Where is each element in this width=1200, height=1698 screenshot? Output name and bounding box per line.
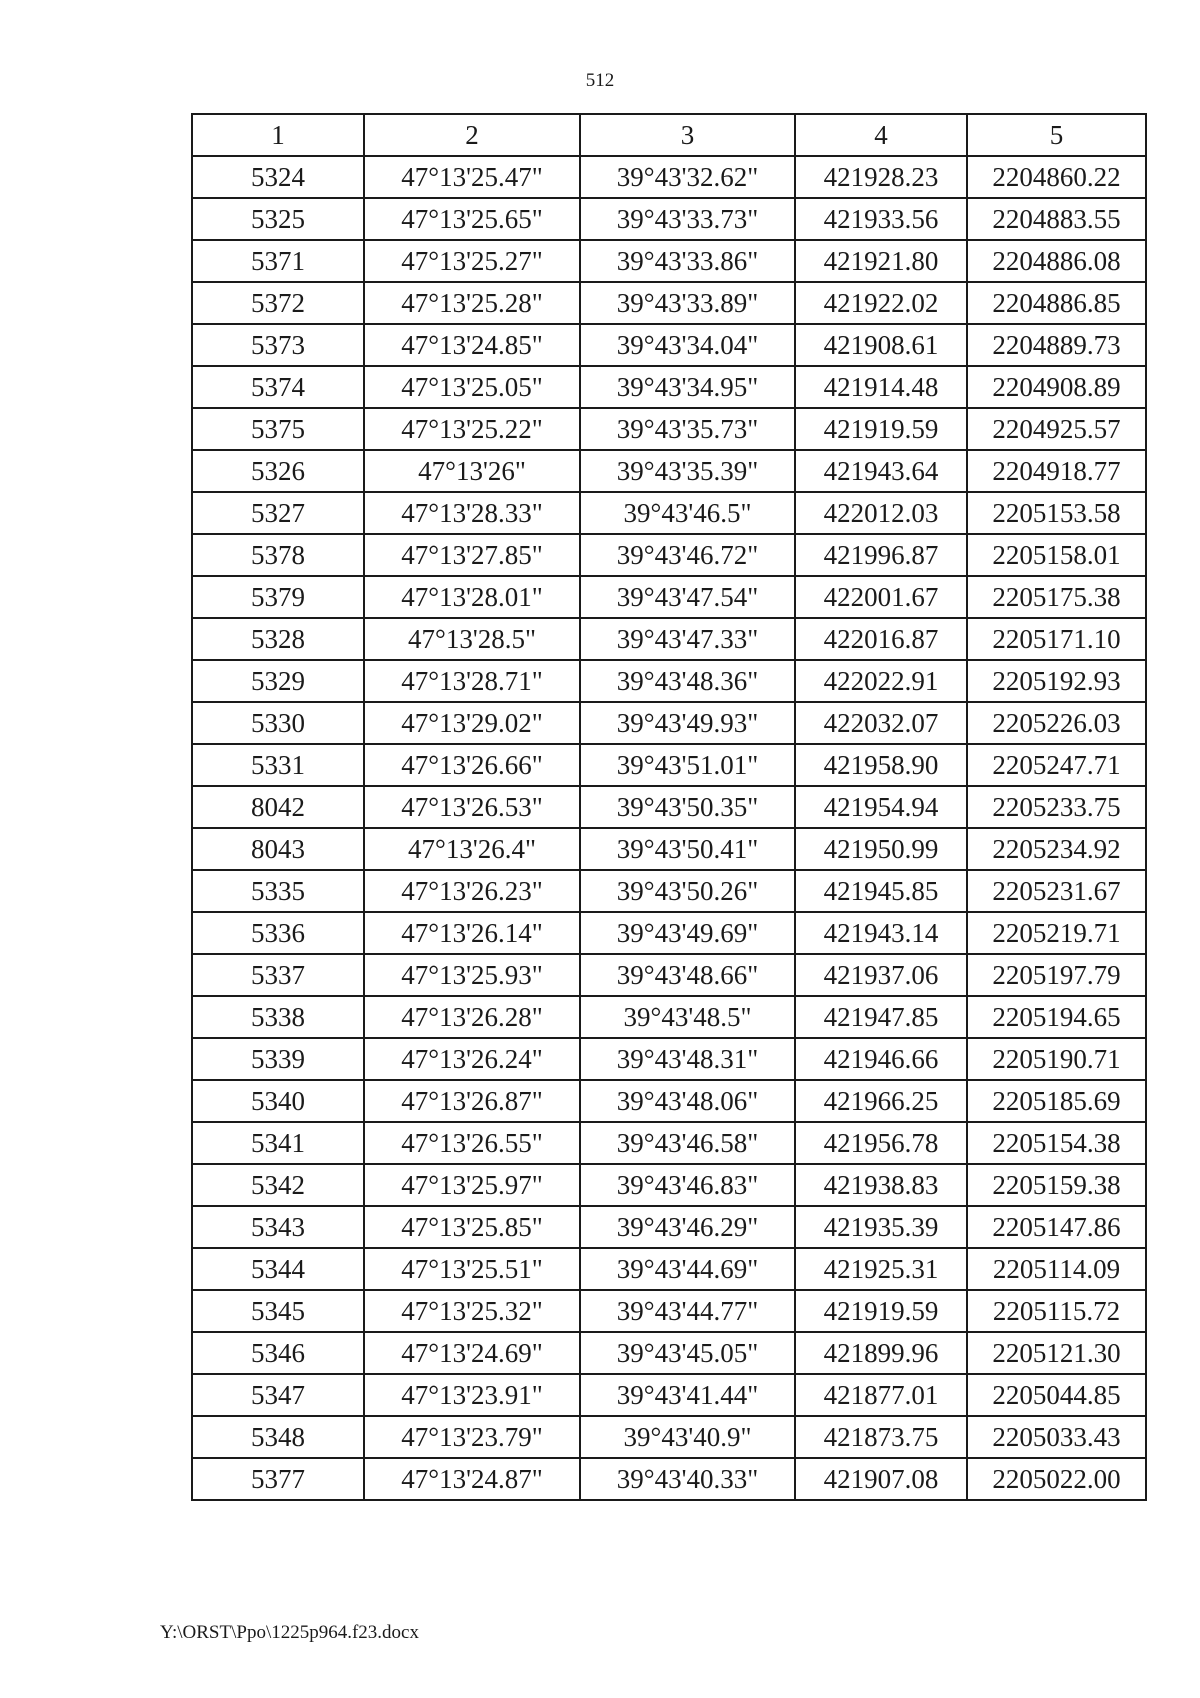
- y-coordinate-cell: 2205233.75: [967, 786, 1146, 828]
- latitude-cell: 47°13'25.65": [364, 198, 580, 240]
- point-number-cell: 5325: [192, 198, 364, 240]
- table-row: [192, 492, 1146, 534]
- y-coordinate-cell: 2205194.65: [967, 996, 1146, 1038]
- y-coordinate-cell: 2204886.08: [967, 240, 1146, 282]
- x-coordinate-cell: 421921.80: [795, 240, 967, 282]
- table-row: [192, 408, 1146, 450]
- latitude-cell: 47°13'25.93": [364, 954, 580, 996]
- point-number-cell: 5338: [192, 996, 364, 1038]
- table-row: [192, 1206, 1146, 1248]
- point-number-cell: 8043: [192, 828, 364, 870]
- longitude-cell: 39°43'35.73": [580, 408, 795, 450]
- longitude-cell: 39°43'50.35": [580, 786, 795, 828]
- latitude-cell: 47°13'25.22": [364, 408, 580, 450]
- table-row: [192, 1164, 1146, 1206]
- longitude-cell: 39°43'40.9": [580, 1416, 795, 1458]
- latitude-cell: 47°13'25.05": [364, 366, 580, 408]
- table-row: [192, 954, 1146, 996]
- latitude-cell: 47°13'27.85": [364, 534, 580, 576]
- x-coordinate-cell: 421922.02: [795, 282, 967, 324]
- point-number-cell: 5328: [192, 618, 364, 660]
- y-coordinate-cell: 2205158.01: [967, 534, 1146, 576]
- y-coordinate-cell: 2205022.00: [967, 1458, 1146, 1500]
- latitude-cell: 47°13'24.87": [364, 1458, 580, 1500]
- longitude-cell: 39°43'34.04": [580, 324, 795, 366]
- x-coordinate-cell: 422032.07: [795, 702, 967, 744]
- longitude-cell: 39°43'46.83": [580, 1164, 795, 1206]
- longitude-cell: 39°43'49.69": [580, 912, 795, 954]
- point-number-cell: 5348: [192, 1416, 364, 1458]
- table-row: [192, 1374, 1146, 1416]
- latitude-cell: 47°13'26.23": [364, 870, 580, 912]
- point-number-cell: 5378: [192, 534, 364, 576]
- y-coordinate-cell: 2205175.38: [967, 576, 1146, 618]
- latitude-cell: 47°13'29.02": [364, 702, 580, 744]
- y-coordinate-cell: 2204886.85: [967, 282, 1146, 324]
- y-coordinate-cell: 2204918.77: [967, 450, 1146, 492]
- column-header: 5: [967, 114, 1146, 156]
- table-row: [192, 996, 1146, 1038]
- table-row: [192, 1416, 1146, 1458]
- y-coordinate-cell: 2205159.38: [967, 1164, 1146, 1206]
- longitude-cell: 39°43'47.54": [580, 576, 795, 618]
- longitude-cell: 39°43'46.5": [580, 492, 795, 534]
- table-row: [192, 282, 1146, 324]
- longitude-cell: 39°43'48.06": [580, 1080, 795, 1122]
- longitude-cell: 39°43'33.86": [580, 240, 795, 282]
- latitude-cell: 47°13'25.97": [364, 1164, 580, 1206]
- y-coordinate-cell: 2204883.55: [967, 198, 1146, 240]
- longitude-cell: 39°43'51.01": [580, 744, 795, 786]
- x-coordinate-cell: 421954.94: [795, 786, 967, 828]
- column-header: 1: [192, 114, 364, 156]
- x-coordinate-cell: 421938.83: [795, 1164, 967, 1206]
- x-coordinate-cell: 421945.85: [795, 870, 967, 912]
- table-row: [192, 198, 1146, 240]
- table-row: [192, 324, 1146, 366]
- y-coordinate-cell: 2205234.92: [967, 828, 1146, 870]
- y-coordinate-cell: 2205033.43: [967, 1416, 1146, 1458]
- point-number-cell: 5347: [192, 1374, 364, 1416]
- latitude-cell: 47°13'28.5": [364, 618, 580, 660]
- y-coordinate-cell: 2205147.86: [967, 1206, 1146, 1248]
- point-number-cell: 5371: [192, 240, 364, 282]
- point-number-cell: 5375: [192, 408, 364, 450]
- x-coordinate-cell: 422001.67: [795, 576, 967, 618]
- longitude-cell: 39°43'48.31": [580, 1038, 795, 1080]
- table-row: [192, 1248, 1146, 1290]
- latitude-cell: 47°13'26.66": [364, 744, 580, 786]
- x-coordinate-cell: 422022.91: [795, 660, 967, 702]
- point-number-cell: 5329: [192, 660, 364, 702]
- point-number-cell: 5374: [192, 366, 364, 408]
- x-coordinate-cell: 421943.14: [795, 912, 967, 954]
- point-number-cell: 5377: [192, 1458, 364, 1500]
- latitude-cell: 47°13'25.85": [364, 1206, 580, 1248]
- y-coordinate-cell: 2205185.69: [967, 1080, 1146, 1122]
- longitude-cell: 39°43'44.77": [580, 1290, 795, 1332]
- table-row: [192, 786, 1146, 828]
- table-body: [192, 156, 1146, 1500]
- latitude-cell: 47°13'26.24": [364, 1038, 580, 1080]
- point-number-cell: 5342: [192, 1164, 364, 1206]
- x-coordinate-cell: 421928.23: [795, 156, 967, 198]
- footer-file-path: Y:\ORST\Ppo\1225p964.f23.docx: [160, 1622, 419, 1643]
- x-coordinate-cell: 421907.08: [795, 1458, 967, 1500]
- x-coordinate-cell: 421908.61: [795, 324, 967, 366]
- table-row: [192, 576, 1146, 618]
- longitude-cell: 39°43'46.72": [580, 534, 795, 576]
- x-coordinate-cell: 421950.99: [795, 828, 967, 870]
- point-number-cell: 5379: [192, 576, 364, 618]
- longitude-cell: 39°43'32.62": [580, 156, 795, 198]
- point-number-cell: 5373: [192, 324, 364, 366]
- latitude-cell: 47°13'25.32": [364, 1290, 580, 1332]
- table-row: [192, 1332, 1146, 1374]
- x-coordinate-cell: 421933.56: [795, 198, 967, 240]
- table-row: [192, 660, 1146, 702]
- latitude-cell: 47°13'26.14": [364, 912, 580, 954]
- table-row: [192, 702, 1146, 744]
- x-coordinate-cell: 421958.90: [795, 744, 967, 786]
- y-coordinate-cell: 2205154.38: [967, 1122, 1146, 1164]
- longitude-cell: 39°43'33.73": [580, 198, 795, 240]
- x-coordinate-cell: 421919.59: [795, 1290, 967, 1332]
- longitude-cell: 39°43'47.33": [580, 618, 795, 660]
- table-row: [192, 240, 1146, 282]
- latitude-cell: 47°13'25.47": [364, 156, 580, 198]
- longitude-cell: 39°43'48.66": [580, 954, 795, 996]
- y-coordinate-cell: 2205171.10: [967, 618, 1146, 660]
- longitude-cell: 39°43'44.69": [580, 1248, 795, 1290]
- latitude-cell: 47°13'28.33": [364, 492, 580, 534]
- y-coordinate-cell: 2205247.71: [967, 744, 1146, 786]
- x-coordinate-cell: 421937.06: [795, 954, 967, 996]
- longitude-cell: 39°43'40.33": [580, 1458, 795, 1500]
- point-number-cell: 5345: [192, 1290, 364, 1332]
- point-number-cell: 5341: [192, 1122, 364, 1164]
- y-coordinate-cell: 2205219.71: [967, 912, 1146, 954]
- x-coordinate-cell: 421956.78: [795, 1122, 967, 1164]
- y-coordinate-cell: 2205044.85: [967, 1374, 1146, 1416]
- longitude-cell: 39°43'41.44": [580, 1374, 795, 1416]
- x-coordinate-cell: 421925.31: [795, 1248, 967, 1290]
- y-coordinate-cell: 2205226.03: [967, 702, 1146, 744]
- table-row: [192, 156, 1146, 198]
- latitude-cell: 47°13'26.53": [364, 786, 580, 828]
- x-coordinate-cell: 421935.39: [795, 1206, 967, 1248]
- point-number-cell: 5340: [192, 1080, 364, 1122]
- y-coordinate-cell: 2205115.72: [967, 1290, 1146, 1332]
- x-coordinate-cell: 421946.66: [795, 1038, 967, 1080]
- column-header: 2: [364, 114, 580, 156]
- point-number-cell: 5331: [192, 744, 364, 786]
- table-header-row: [192, 114, 1146, 156]
- table-row: [192, 618, 1146, 660]
- y-coordinate-cell: 2205192.93: [967, 660, 1146, 702]
- longitude-cell: 39°43'48.5": [580, 996, 795, 1038]
- coordinates-table: [191, 113, 1147, 1501]
- y-coordinate-cell: 2204925.57: [967, 408, 1146, 450]
- longitude-cell: 39°43'50.26": [580, 870, 795, 912]
- x-coordinate-cell: 421873.75: [795, 1416, 967, 1458]
- point-number-cell: 8042: [192, 786, 364, 828]
- x-coordinate-cell: 421919.59: [795, 408, 967, 450]
- point-number-cell: 5344: [192, 1248, 364, 1290]
- longitude-cell: 39°43'48.36": [580, 660, 795, 702]
- table-row: [192, 1290, 1146, 1332]
- point-number-cell: 5335: [192, 870, 364, 912]
- point-number-cell: 5324: [192, 156, 364, 198]
- latitude-cell: 47°13'28.71": [364, 660, 580, 702]
- latitude-cell: 47°13'23.91": [364, 1374, 580, 1416]
- y-coordinate-cell: 2204860.22: [967, 156, 1146, 198]
- table-row: [192, 534, 1146, 576]
- longitude-cell: 39°43'33.89": [580, 282, 795, 324]
- x-coordinate-cell: 421877.01: [795, 1374, 967, 1416]
- longitude-cell: 39°43'46.29": [580, 1206, 795, 1248]
- y-coordinate-cell: 2204908.89: [967, 366, 1146, 408]
- latitude-cell: 47°13'25.51": [364, 1248, 580, 1290]
- x-coordinate-cell: 422016.87: [795, 618, 967, 660]
- table-row: [192, 1458, 1146, 1500]
- point-number-cell: 5346: [192, 1332, 364, 1374]
- table-row: [192, 1122, 1146, 1164]
- table-row: [192, 1080, 1146, 1122]
- table-row: [192, 870, 1146, 912]
- latitude-cell: 47°13'24.69": [364, 1332, 580, 1374]
- y-coordinate-cell: 2205153.58: [967, 492, 1146, 534]
- latitude-cell: 47°13'26.28": [364, 996, 580, 1038]
- point-number-cell: 5343: [192, 1206, 364, 1248]
- x-coordinate-cell: 421947.85: [795, 996, 967, 1038]
- y-coordinate-cell: 2205190.71: [967, 1038, 1146, 1080]
- longitude-cell: 39°43'35.39": [580, 450, 795, 492]
- point-number-cell: 5337: [192, 954, 364, 996]
- longitude-cell: 39°43'34.95": [580, 366, 795, 408]
- y-coordinate-cell: 2205231.67: [967, 870, 1146, 912]
- table-row: [192, 450, 1146, 492]
- x-coordinate-cell: 421943.64: [795, 450, 967, 492]
- point-number-cell: 5330: [192, 702, 364, 744]
- x-coordinate-cell: 422012.03: [795, 492, 967, 534]
- y-coordinate-cell: 2205114.09: [967, 1248, 1146, 1290]
- point-number-cell: 5326: [192, 450, 364, 492]
- page-number: 512: [585, 70, 615, 91]
- x-coordinate-cell: 421996.87: [795, 534, 967, 576]
- table-row: [192, 366, 1146, 408]
- column-header: 4: [795, 114, 967, 156]
- column-header: 3: [580, 114, 795, 156]
- point-number-cell: 5372: [192, 282, 364, 324]
- table-row: [192, 828, 1146, 870]
- x-coordinate-cell: 421914.48: [795, 366, 967, 408]
- latitude-cell: 47°13'24.85": [364, 324, 580, 366]
- x-coordinate-cell: 421966.25: [795, 1080, 967, 1122]
- point-number-cell: 5339: [192, 1038, 364, 1080]
- latitude-cell: 47°13'25.27": [364, 240, 580, 282]
- longitude-cell: 39°43'49.93": [580, 702, 795, 744]
- longitude-cell: 39°43'50.41": [580, 828, 795, 870]
- y-coordinate-cell: 2205197.79: [967, 954, 1146, 996]
- longitude-cell: 39°43'46.58": [580, 1122, 795, 1164]
- latitude-cell: 47°13'26.4": [364, 828, 580, 870]
- latitude-cell: 47°13'26.87": [364, 1080, 580, 1122]
- latitude-cell: 47°13'23.79": [364, 1416, 580, 1458]
- latitude-cell: 47°13'28.01": [364, 576, 580, 618]
- latitude-cell: 47°13'26": [364, 450, 580, 492]
- point-number-cell: 5327: [192, 492, 364, 534]
- table-row: [192, 1038, 1146, 1080]
- longitude-cell: 39°43'45.05": [580, 1332, 795, 1374]
- y-coordinate-cell: 2204889.73: [967, 324, 1146, 366]
- point-number-cell: 5336: [192, 912, 364, 954]
- table-row: [192, 912, 1146, 954]
- latitude-cell: 47°13'25.28": [364, 282, 580, 324]
- table-row: [192, 744, 1146, 786]
- x-coordinate-cell: 421899.96: [795, 1332, 967, 1374]
- y-coordinate-cell: 2205121.30: [967, 1332, 1146, 1374]
- latitude-cell: 47°13'26.55": [364, 1122, 580, 1164]
